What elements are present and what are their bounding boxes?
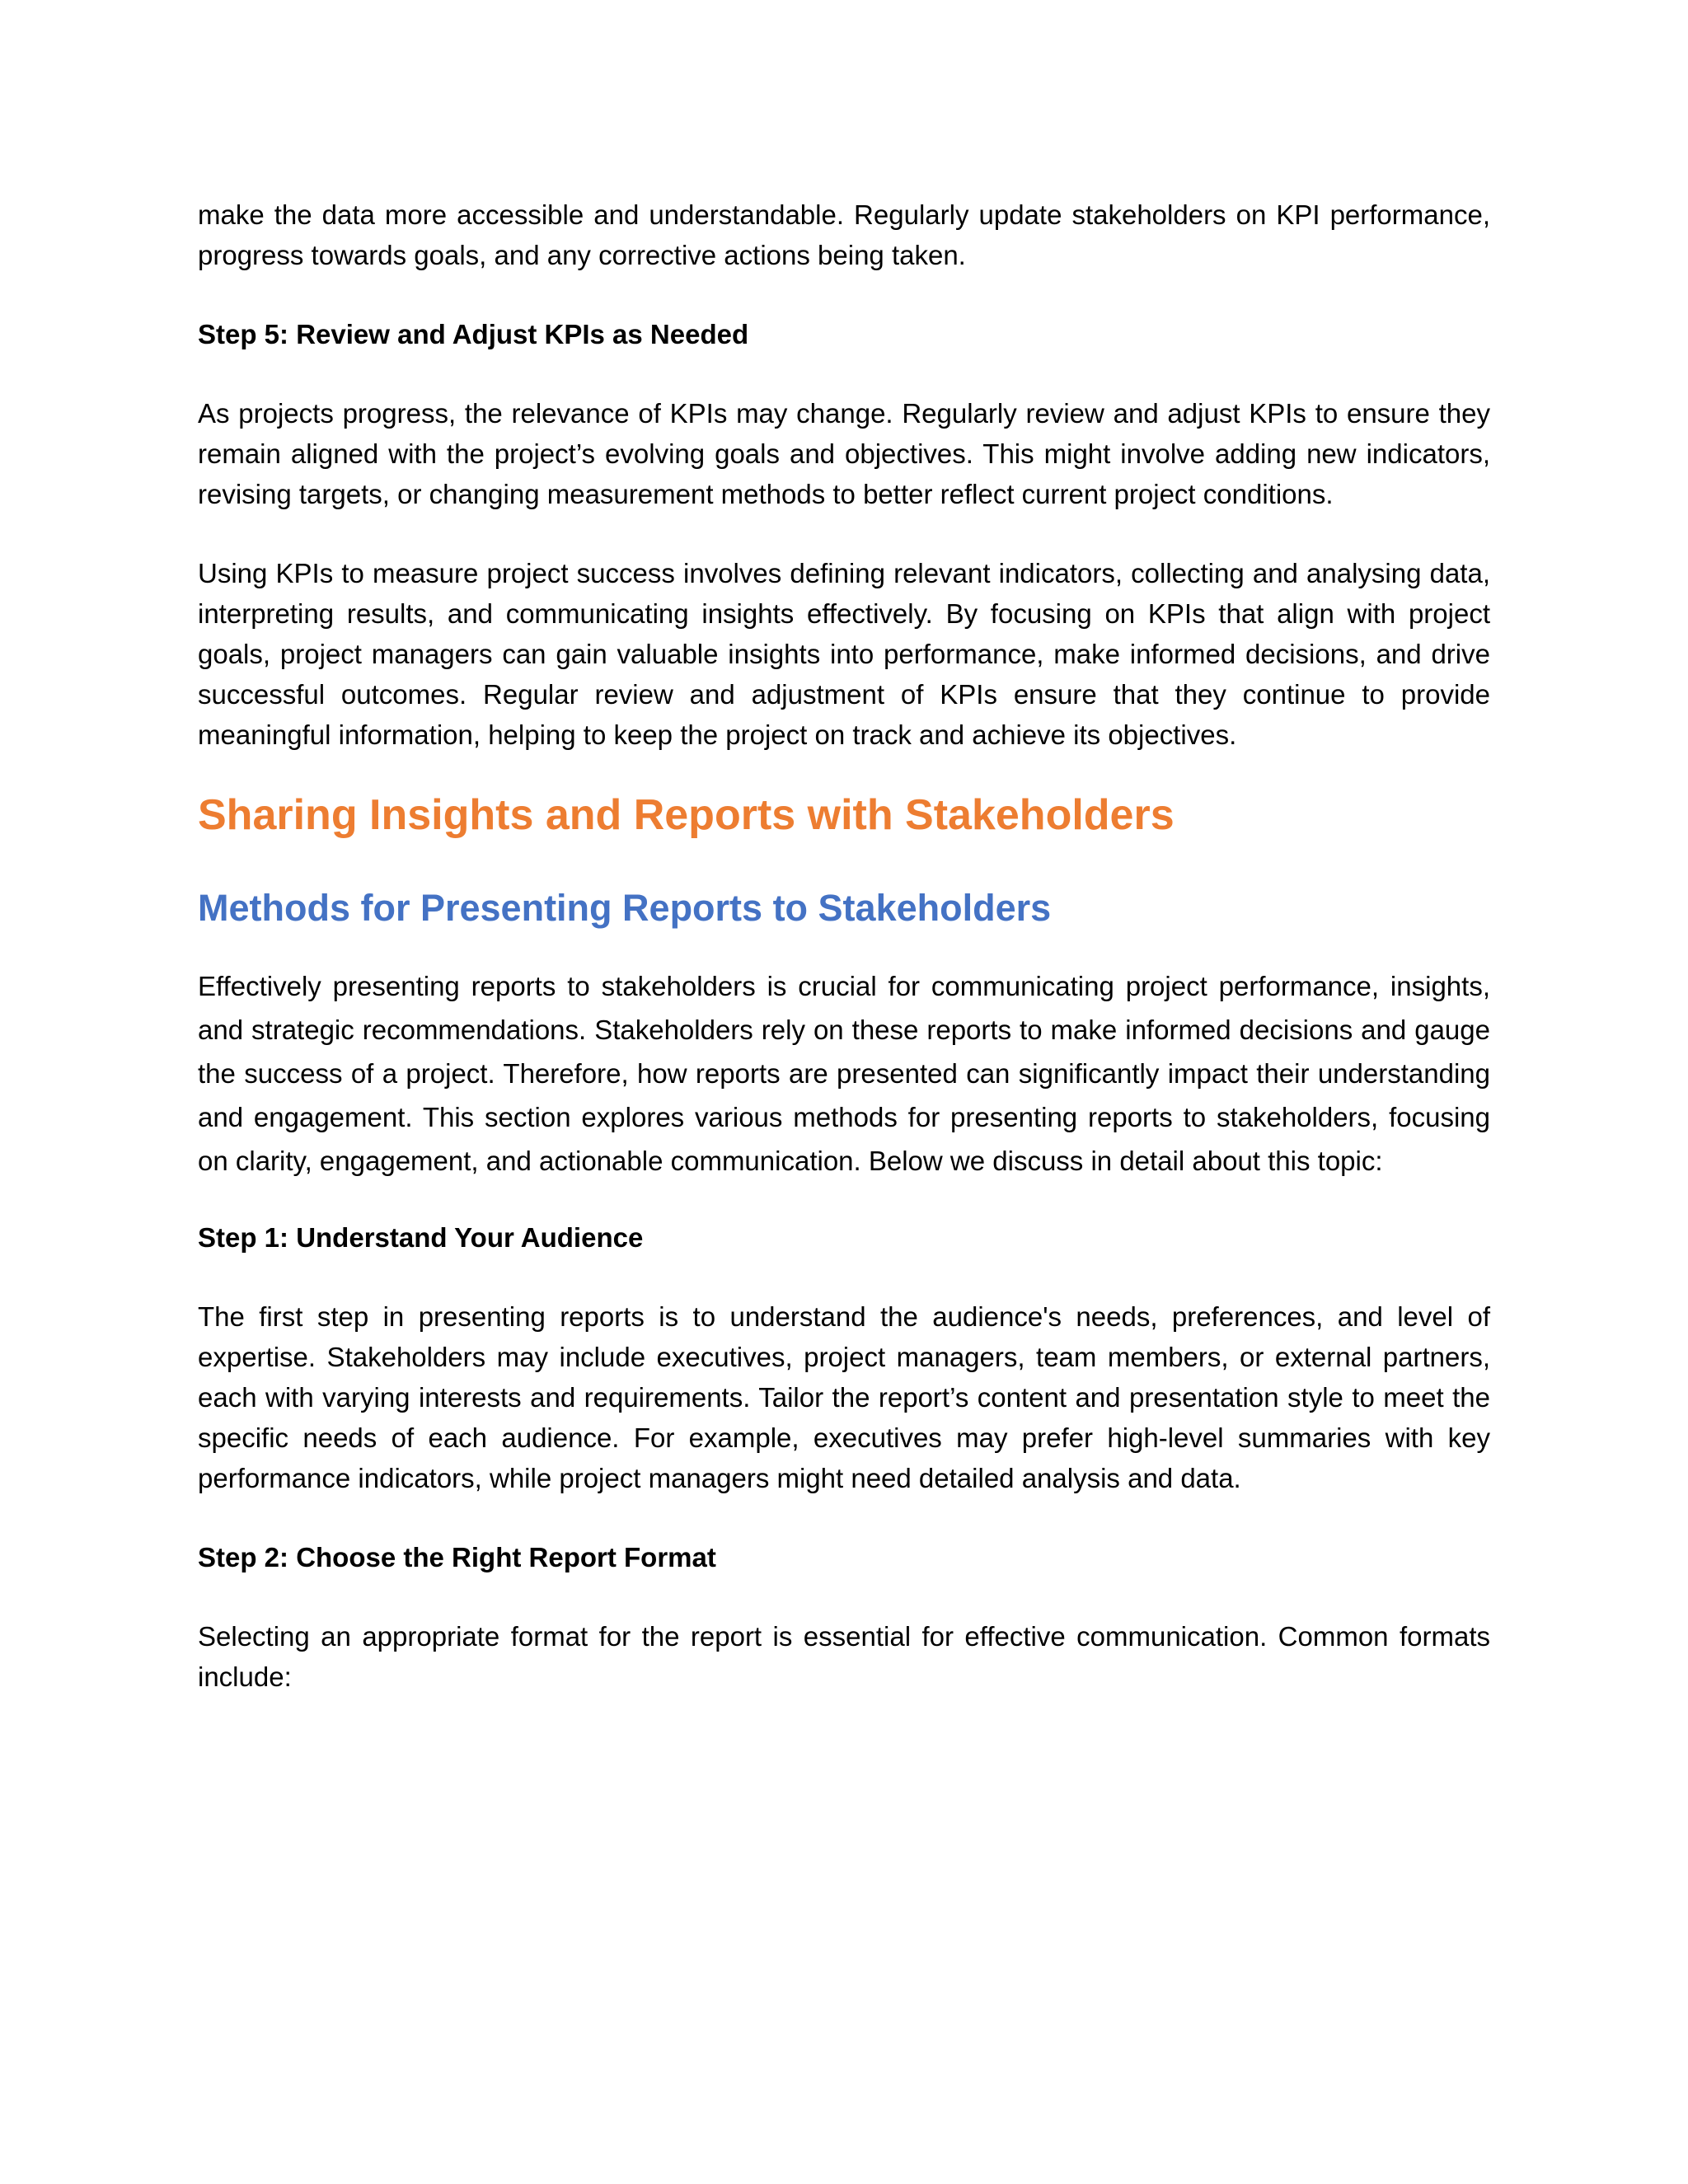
step2-paragraph: Selecting an appropriate format for the report is essential for effective communication. Common formats include: — [198, 1621, 1490, 1692]
kpi-summary-paragraph: Using KPIs to measure project success involves defining relevant indicators, collecting and analysing data, interpreting results, and communicating insights effectively. By focusing on KPIs that align with project goals, project managers can gain valuable insights into performance, make informed decisions, and drive successful outcomes. Regular review and adjustment of KPIs ensure that they continue to provide meaningful information, helping to keep the project on track and achieve its objectives. — [198, 558, 1490, 750]
intro-paragraph: make the data more accessible and understandable. Regularly update stakeholders on KPI performance, progress towards goals, and any corrective actions being taken. — [198, 199, 1490, 270]
document-page — [198, 194, 1490, 1697]
step5-heading: Step 5: Review and Adjust KPIs as Needed — [198, 319, 749, 349]
step2-heading: Step 2: Choose the Right Report Format — [198, 1542, 716, 1572]
step5-paragraph: As projects progress, the relevance of KPIs may change. Regularly review and adjust KPIs to ensure they remain aligned with the project’s evolving goals and objectives. This might involve adding new indicators, revising targets, or changing measurement methods to better reflect current project conditions. — [198, 398, 1490, 509]
step1-paragraph: The first step in presenting reports is to understand the audience's needs, preferences, and level of expertise. Stakeholders may include executives, project managers, team members, or external partners, each with varying interests and requirements. Tailor the report’s content and presentation style to meet the specific needs of each audience. For example, executives may prefer high-level summaries with key performance indicators, while project managers might need detailed analysis and data. — [198, 1301, 1490, 1493]
subsection-title: Methods for Presenting Reports to Stakeholders — [198, 887, 1052, 929]
step1-heading: Step 1: Understand Your Audience — [198, 1222, 644, 1253]
section-title: Sharing Insights and Reports with Stakeholders — [198, 791, 1175, 839]
methods-intro-paragraph: Effectively presenting reports to stakeholders is crucial for communicating project performance, insights, and strategic recommendations. Stakeholders rely on these reports to make informed decisions and gauge the success of a project. Therefore, how reports are presented can significantly impact their understanding and engagement. This section explores various methods for presenting reports to stakeholders, focusing on clarity, engagement, and actionable communication. Below we discuss in detail about this topic: — [198, 971, 1490, 1176]
